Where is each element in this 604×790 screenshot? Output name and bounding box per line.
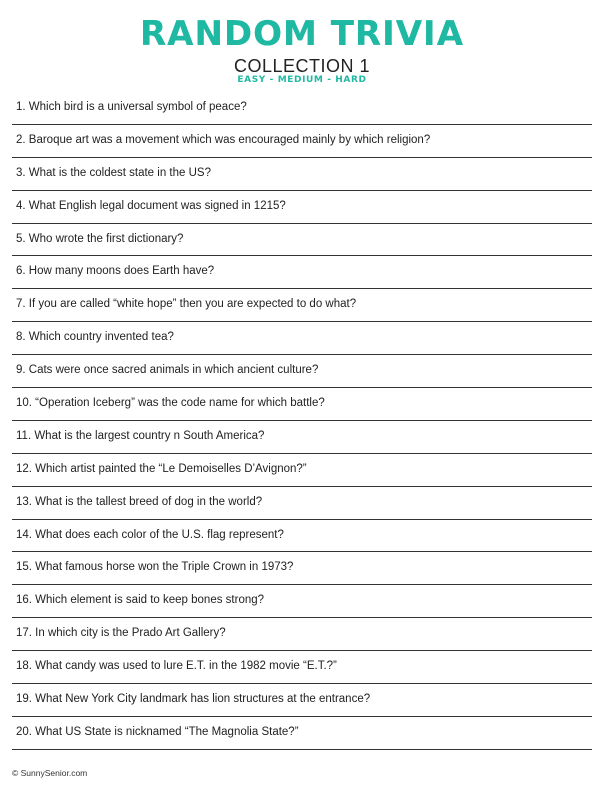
question-line [12, 651, 592, 684]
question-text: 15. What famous horse won the Triple Crown in 1973? [16, 561, 294, 574]
question-line [12, 388, 592, 421]
question-text: 11. What is the largest country n South America? [16, 429, 265, 442]
question-text: 18. What candy was used to lure E.T. in the 1982 movie “E.T.?” [16, 660, 337, 673]
question-line [12, 92, 592, 125]
question-text: 5. Who wrote the first dictionary? [16, 232, 184, 245]
question-text: 3. What is the coldest state in the US? [16, 166, 211, 179]
question-list [12, 92, 592, 750]
question-line [12, 125, 592, 158]
question-line [12, 618, 592, 651]
question-text: 2. Baroque art was a movement which was encouraged mainly by which religion? [16, 133, 431, 146]
question-text: 20. What US State is nicknamed “The Magnolia State?” [16, 725, 299, 738]
difficulty-levels: EASY - MEDIUM - HARD [237, 75, 367, 85]
question-line [12, 158, 592, 191]
question-line [12, 520, 592, 553]
question-text: 19. What New York City landmark has lion structures at the entrance? [16, 693, 371, 706]
page-subtitle: COLLECTION 1 [233, 56, 371, 76]
question-text: 1. Which bird is a universal symbol of peace? [16, 101, 247, 113]
question-text: 8. Which country invented tea? [16, 331, 174, 344]
question-text: 4. What English legal document was signed in 1215? [16, 199, 286, 212]
question-text: 16. Which element is said to keep bones strong? [16, 594, 265, 607]
question-text: 6. How many moons does Earth have? [16, 265, 215, 278]
page-title [0, 14, 604, 54]
question-line [12, 191, 592, 224]
copyright-footer: © SunnySenior.com [12, 768, 88, 778]
question-line [12, 355, 592, 388]
question-text: 17. In which city is the Prado Art Gallery? [16, 627, 226, 640]
question-text: 9. Cats were once sacred animals in which ancient culture? [16, 364, 319, 377]
question-text: 13. What is the tallest breed of dog in the world? [16, 495, 263, 508]
question-line [12, 585, 592, 618]
question-line [12, 322, 592, 355]
question-line [12, 454, 592, 487]
question-line [12, 717, 592, 750]
question-line [12, 684, 592, 717]
question-line [12, 224, 592, 257]
question-line [12, 552, 592, 585]
question-text: 10. “Operation Iceberg” was the code name for which battle? [16, 397, 325, 410]
question-text: 12. Which artist painted the “Le Demoiselles D’Avignon?” [16, 462, 307, 475]
question-line [12, 487, 592, 520]
question-line [12, 421, 592, 454]
question-text: 7. If you are called “white hope” then you are expected to do what? [16, 298, 357, 311]
page-title-text: RANDOM TRIVIA [139, 14, 465, 54]
question-line [12, 289, 592, 322]
question-text: 14. What does each color of the U.S. flag represent? [16, 528, 284, 541]
question-line [12, 256, 592, 289]
